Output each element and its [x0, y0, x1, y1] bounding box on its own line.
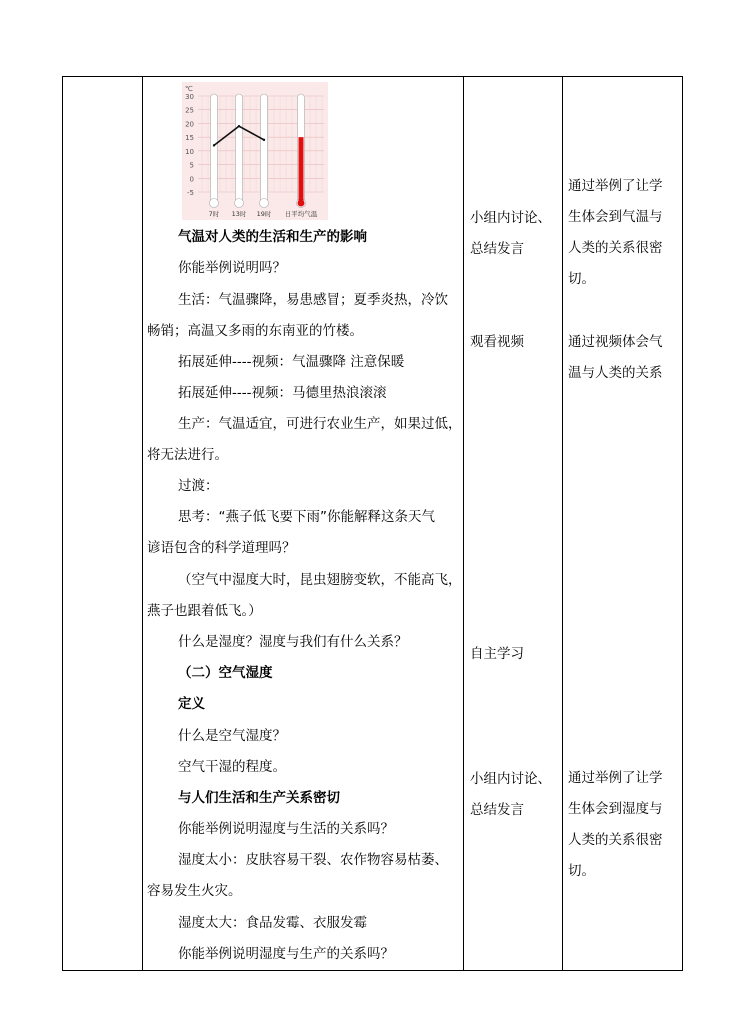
- transition-label: 过渡：: [178, 478, 219, 494]
- activity-discuss-2-line2: 总结发言: [470, 802, 524, 818]
- answer-text-line1: （空气中湿度大时，昆虫翅膀变软，不能高飞，: [178, 572, 462, 588]
- think-text-line2: 谚语包含的科学道理吗？: [147, 540, 296, 556]
- think-text-line1: 思考：“燕子低飞要下雨”你能解释这条天气: [178, 509, 435, 525]
- average-temperature-mercury: [299, 137, 304, 203]
- activity-discuss-2-line1: 小组内讨论、: [470, 771, 551, 787]
- production-text-line1: 生产：气温适宜，可进行农业生产，如果过低，: [178, 416, 462, 432]
- answer-text-line2: 燕子也跟着低飞。）: [147, 603, 262, 619]
- temperature-point: [238, 125, 240, 127]
- question-what-is-humidity: 什么是空气湿度？: [178, 728, 286, 744]
- y-tick-label: 15: [185, 134, 194, 143]
- intent-1-line4: 切。: [568, 271, 595, 287]
- thermometer-bulb: [260, 199, 269, 208]
- question-humidity: 什么是湿度？湿度与我们有什么关系？: [178, 634, 408, 650]
- activity-discuss-1-line1: 小组内讨论、: [470, 210, 551, 226]
- column-divider: [463, 77, 464, 970]
- column-divider: [142, 77, 143, 970]
- temperature-chart: [182, 82, 328, 220]
- intent-1-line2: 生体会到气温与: [568, 209, 663, 225]
- low-humidity-line1: 湿度太小：皮肤容易干裂、农作物容易枯萎、: [178, 852, 448, 868]
- temperature-point: [263, 139, 265, 141]
- y-tick-label: 10: [185, 147, 194, 156]
- video-link-heatwave[interactable]: 拓展延伸----视频：马德里热浪滚滚: [178, 385, 387, 401]
- intent-3-line1: 通过举例了让学: [568, 770, 663, 786]
- y-tick-label: 5: [189, 161, 194, 170]
- question-humidity-production: 你能举例说明湿度与生产的关系吗？: [178, 946, 394, 962]
- column-divider: [562, 77, 563, 970]
- intent-1-line3: 人类的关系很密: [568, 240, 663, 256]
- life-text-line1: 生活：气温骤降，易患感冒；夏季炎热，冷饮: [178, 292, 448, 308]
- high-humidity-text: 湿度太大：食品发霉、衣服发霉: [178, 915, 367, 931]
- y-tick-label: 30: [185, 93, 194, 101]
- temperature-point: [213, 144, 215, 146]
- low-humidity-line2: 容易发生火灾。: [147, 883, 242, 899]
- question-examples: 你能举例说明吗？: [178, 260, 286, 276]
- x-tick-label: 19时: [256, 210, 272, 218]
- intent-3-line3: 人类的关系很密: [568, 832, 663, 848]
- production-text-line2: 将无法进行。: [147, 447, 228, 463]
- unit-label: ℃: [185, 85, 193, 93]
- heading-air-humidity: （二）空气湿度: [178, 665, 273, 681]
- intent-2-line1: 通过视频体会气: [568, 334, 663, 350]
- heading-temperature-impact: 气温对人类的生活和生产的影响: [178, 229, 367, 245]
- x-tick-label: 7时: [208, 210, 220, 218]
- intent-1-line1: 通过举例了让学: [568, 178, 663, 194]
- x-tick-label: 日平均气温: [284, 210, 318, 218]
- average-temperature-bulb: [298, 200, 305, 207]
- intent-3-line2: 生体会到湿度与: [568, 801, 663, 817]
- question-humidity-life: 你能举例说明湿度与生活的关系吗？: [178, 821, 394, 837]
- thermometer-tube: [236, 94, 243, 204]
- thermometer-tube: [261, 94, 268, 204]
- humidity-definition: 空气干湿的程度。: [178, 759, 286, 775]
- y-tick-label: -5: [187, 189, 194, 197]
- life-text-line2: 畅销；高温又多雨的东南亚的竹楼。: [147, 323, 363, 339]
- heading-close-relation: 与人们生活和生产关系密切: [178, 790, 340, 806]
- y-tick-label: 0: [189, 175, 194, 184]
- y-tick-label: 25: [185, 106, 194, 115]
- video-link-cold[interactable]: 拓展延伸----视频：气温骤降 注意保暖: [178, 354, 405, 370]
- thermometer-tube: [211, 94, 218, 204]
- activity-self-study: 自主学习: [470, 646, 524, 662]
- heading-definition: 定义: [178, 696, 205, 712]
- x-tick-label: 13时: [231, 210, 247, 218]
- y-tick-label: 20: [185, 120, 194, 129]
- thermometer-bulb: [235, 199, 244, 208]
- activity-discuss-1-line2: 总结发言: [470, 241, 524, 257]
- intent-2-line2: 温与人类的关系: [568, 365, 663, 381]
- temperature-chart-svg: [182, 82, 328, 220]
- activity-watch-video: 观看视频: [470, 334, 524, 350]
- intent-3-line4: 切。: [568, 863, 595, 879]
- thermometer-bulb: [210, 199, 219, 208]
